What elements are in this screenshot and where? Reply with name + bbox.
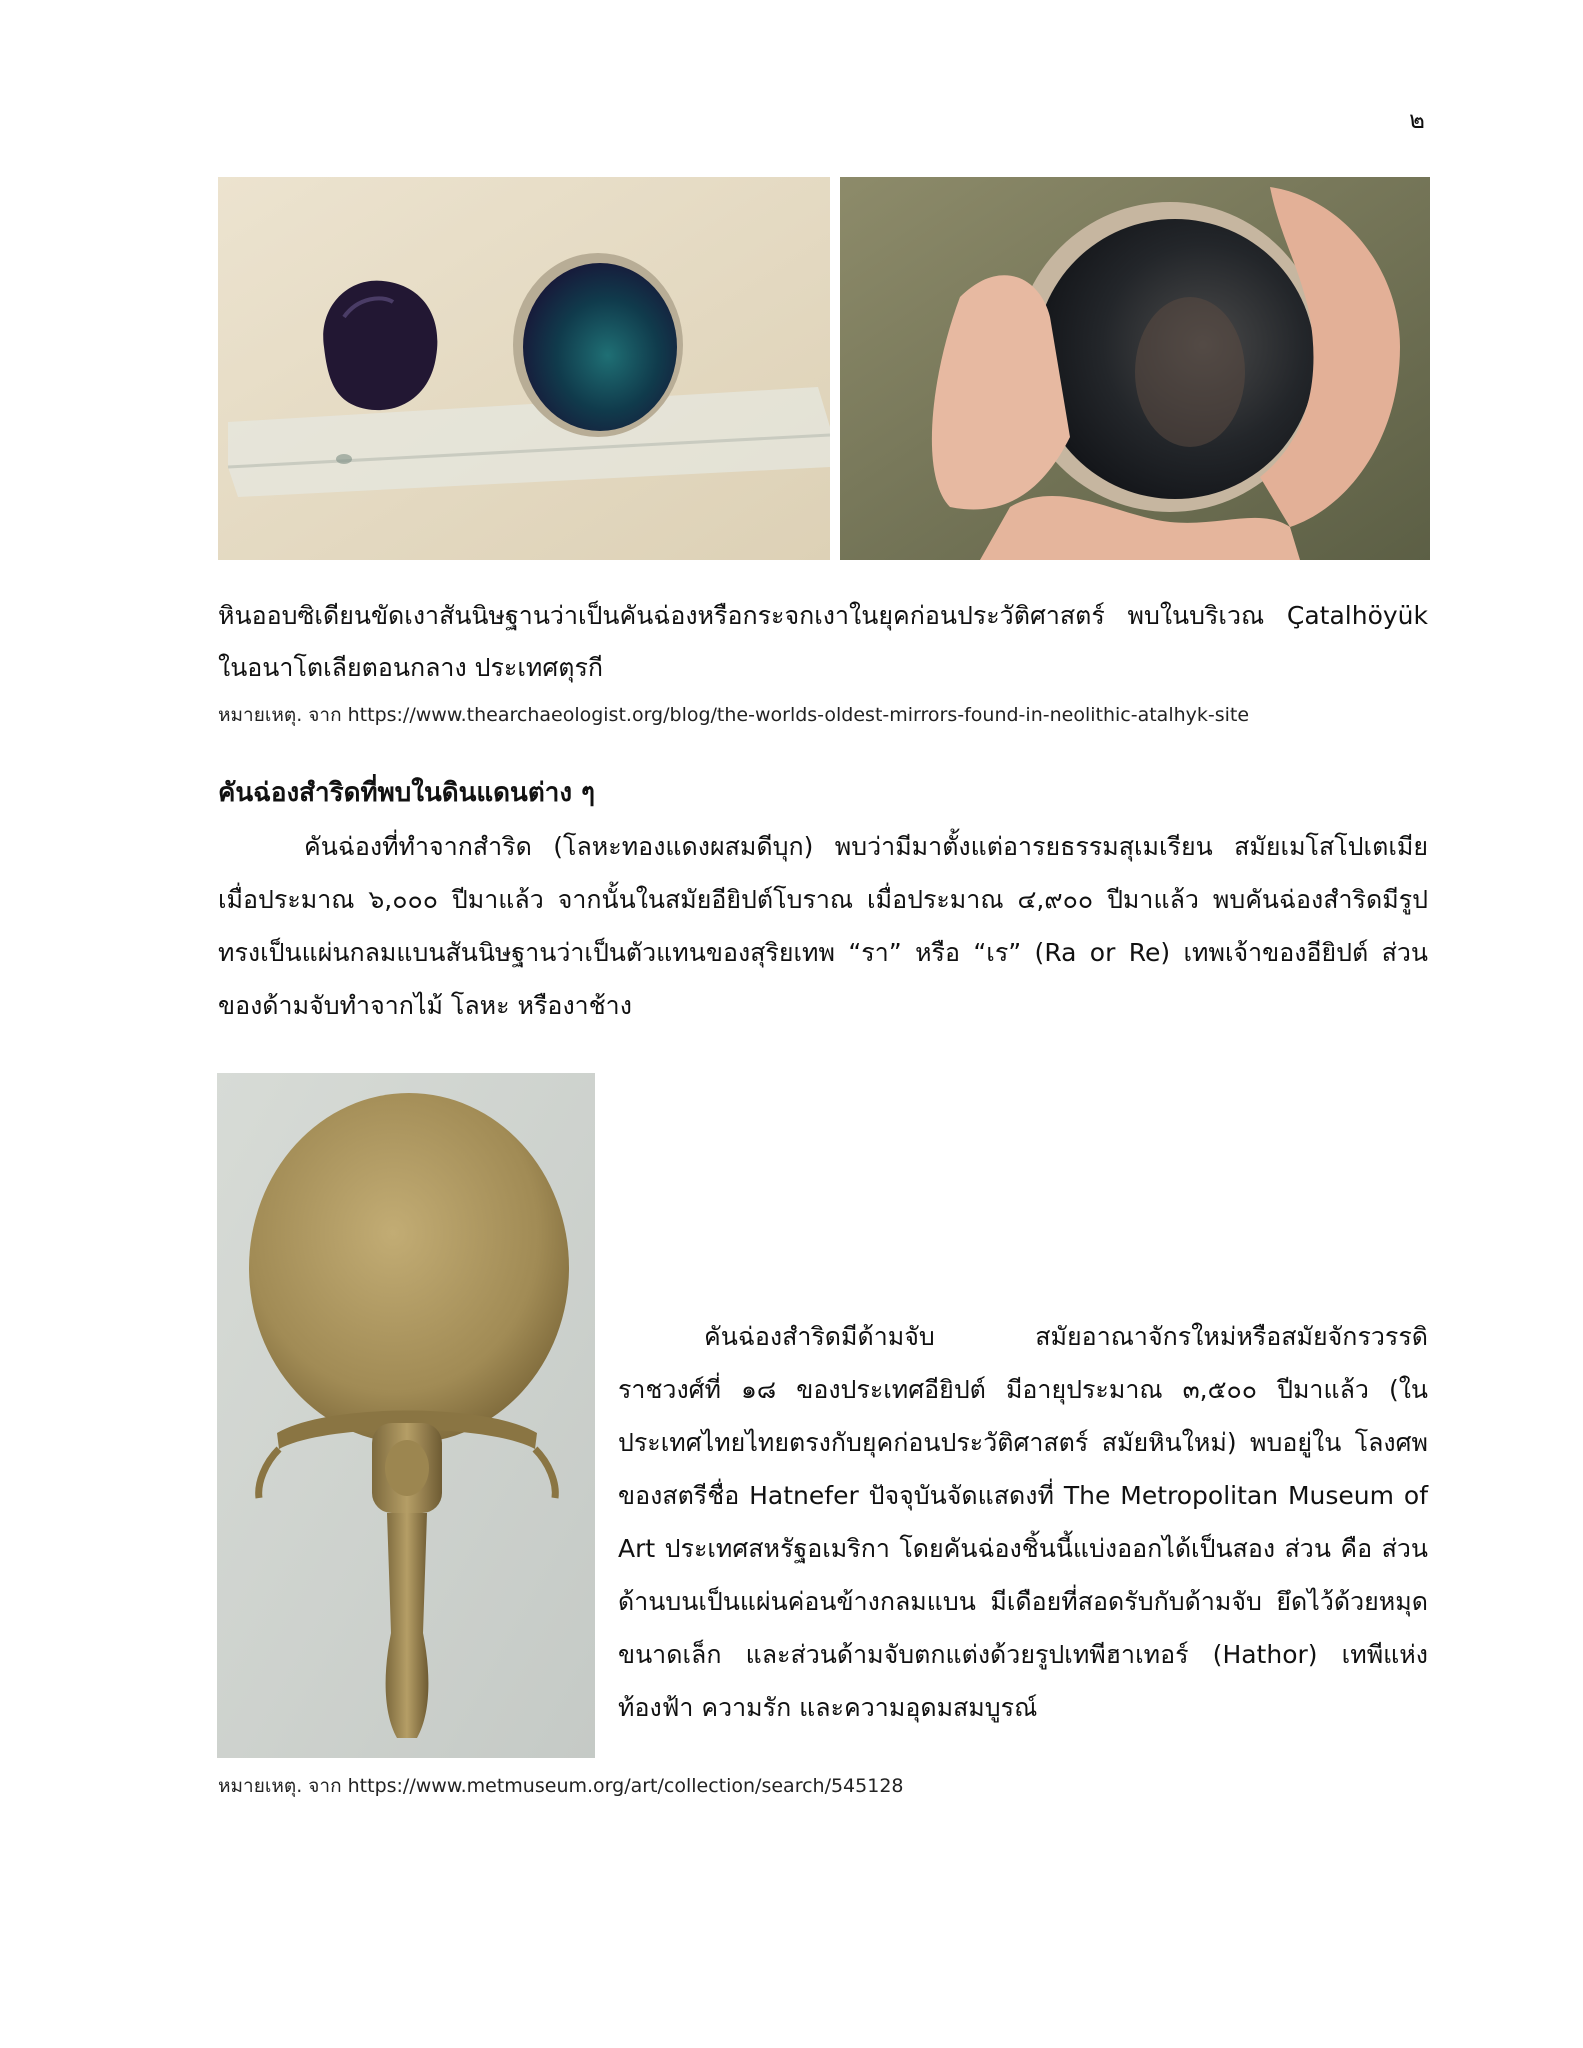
obsidian-mirrors-on-shelf-icon <box>218 177 830 560</box>
figure2-source-note: หมายเหตุ. จาก https://www.metmuseum.org/art/collection/search/545128 <box>218 1775 904 1797</box>
page-number: ๒ <box>1409 106 1425 134</box>
figure1-source-note: หมายเหตุ. จาก https://www.thearchaeologist.org/blog/the-worlds-oldest-mirrors-found-in-neolithic-atalhyk-site <box>218 704 1250 726</box>
figure2-description <box>618 1310 1428 1734</box>
hands-holding-mirror-photo <box>840 177 1430 560</box>
obsidian-mirrors-photo <box>218 177 830 560</box>
figure2-description-text: คันฉ่องสำริดมีด้ามจับ สมัยอาณาจักรใหม่หรือสมัยจักรวรรดิ ราชวงศ์ที่ ๑๘ ของประเทศอียิปต์ มีอายุประมาณ ๓,๕๐๐ ปีมาแล้ว (ในประเทศไทยไทยตรงกับยุคก่อนประวัติศาสตร์ สมัยหินใหม่) พบอยู่ใน โลงศพของสตรีชื่อ Hatnefer ปัจจุบันจัดแสดงที่ The Metropolitan Museum of Art ประเทศสหรัฐอเมริกา โดยคันฉ่องชิ้นนี้แบ่งออกได้เป็นสอง ส่วน คือ ส่วนด้านบนเป็นแผ่นค่อนข้างกลมแบน มีเดือยที่สอดรับกับด้ามจับ ยึดไว้ด้วยหมุดขนาดเล็ก และส่วนด้ามจับตกแต่งด้วยรูปเทพีฮาเทอร์ (Hathor) เทพีแห่งท้องฟ้า ความรัก และความอุดมสมบูรณ์ <box>618 1322 1428 1722</box>
bronze-hand-mirror-icon <box>217 1073 595 1758</box>
figure1-caption: หินออบซิเดียนขัดเงาสันนิษฐานว่าเป็นคันฉ่องหรือกระจกเงาในยุคก่อนประวัติศาสตร์ พบในบริเวณ Çatalhöyük ในอนาโตเลียตอนกลาง ประเทศตุรกี <box>218 601 1428 682</box>
hands-holding-obsidian-mirror-icon <box>840 177 1430 560</box>
section-paragraph <box>218 820 1428 1032</box>
section-heading: คันฉ่องสำริดที่พบในดินแดนต่าง ๆ <box>218 778 596 808</box>
section-paragraph-text: คันฉ่องที่ทำจากสำริด (โลหะทองแดงผสมดีบุก) พบว่ามีมาตั้งแต่อารยธรรมสุเมเรียน สมัยเมโสโปเตเมีย เมื่อประมาณ ๖,๐๐๐ ปีมาแล้ว จากนั้นในสมัยอียิปต์โบราณ เมื่อประมาณ ๔,๙๐๐ ปีมาแล้ว พบคันฉ่องสำริดมีรูปทรงเป็นแผ่นกลมแบนสันนิษฐานว่าเป็นตัวแทนของสุริยเทพ “รา” หรือ “เร” (Ra or Re) เทพเจ้าของอียิปต์ ส่วนของด้ามจับทำจากไม้ โลหะ หรืองาช้าง <box>218 832 1428 1020</box>
bronze-mirror-photo <box>217 1073 595 1758</box>
